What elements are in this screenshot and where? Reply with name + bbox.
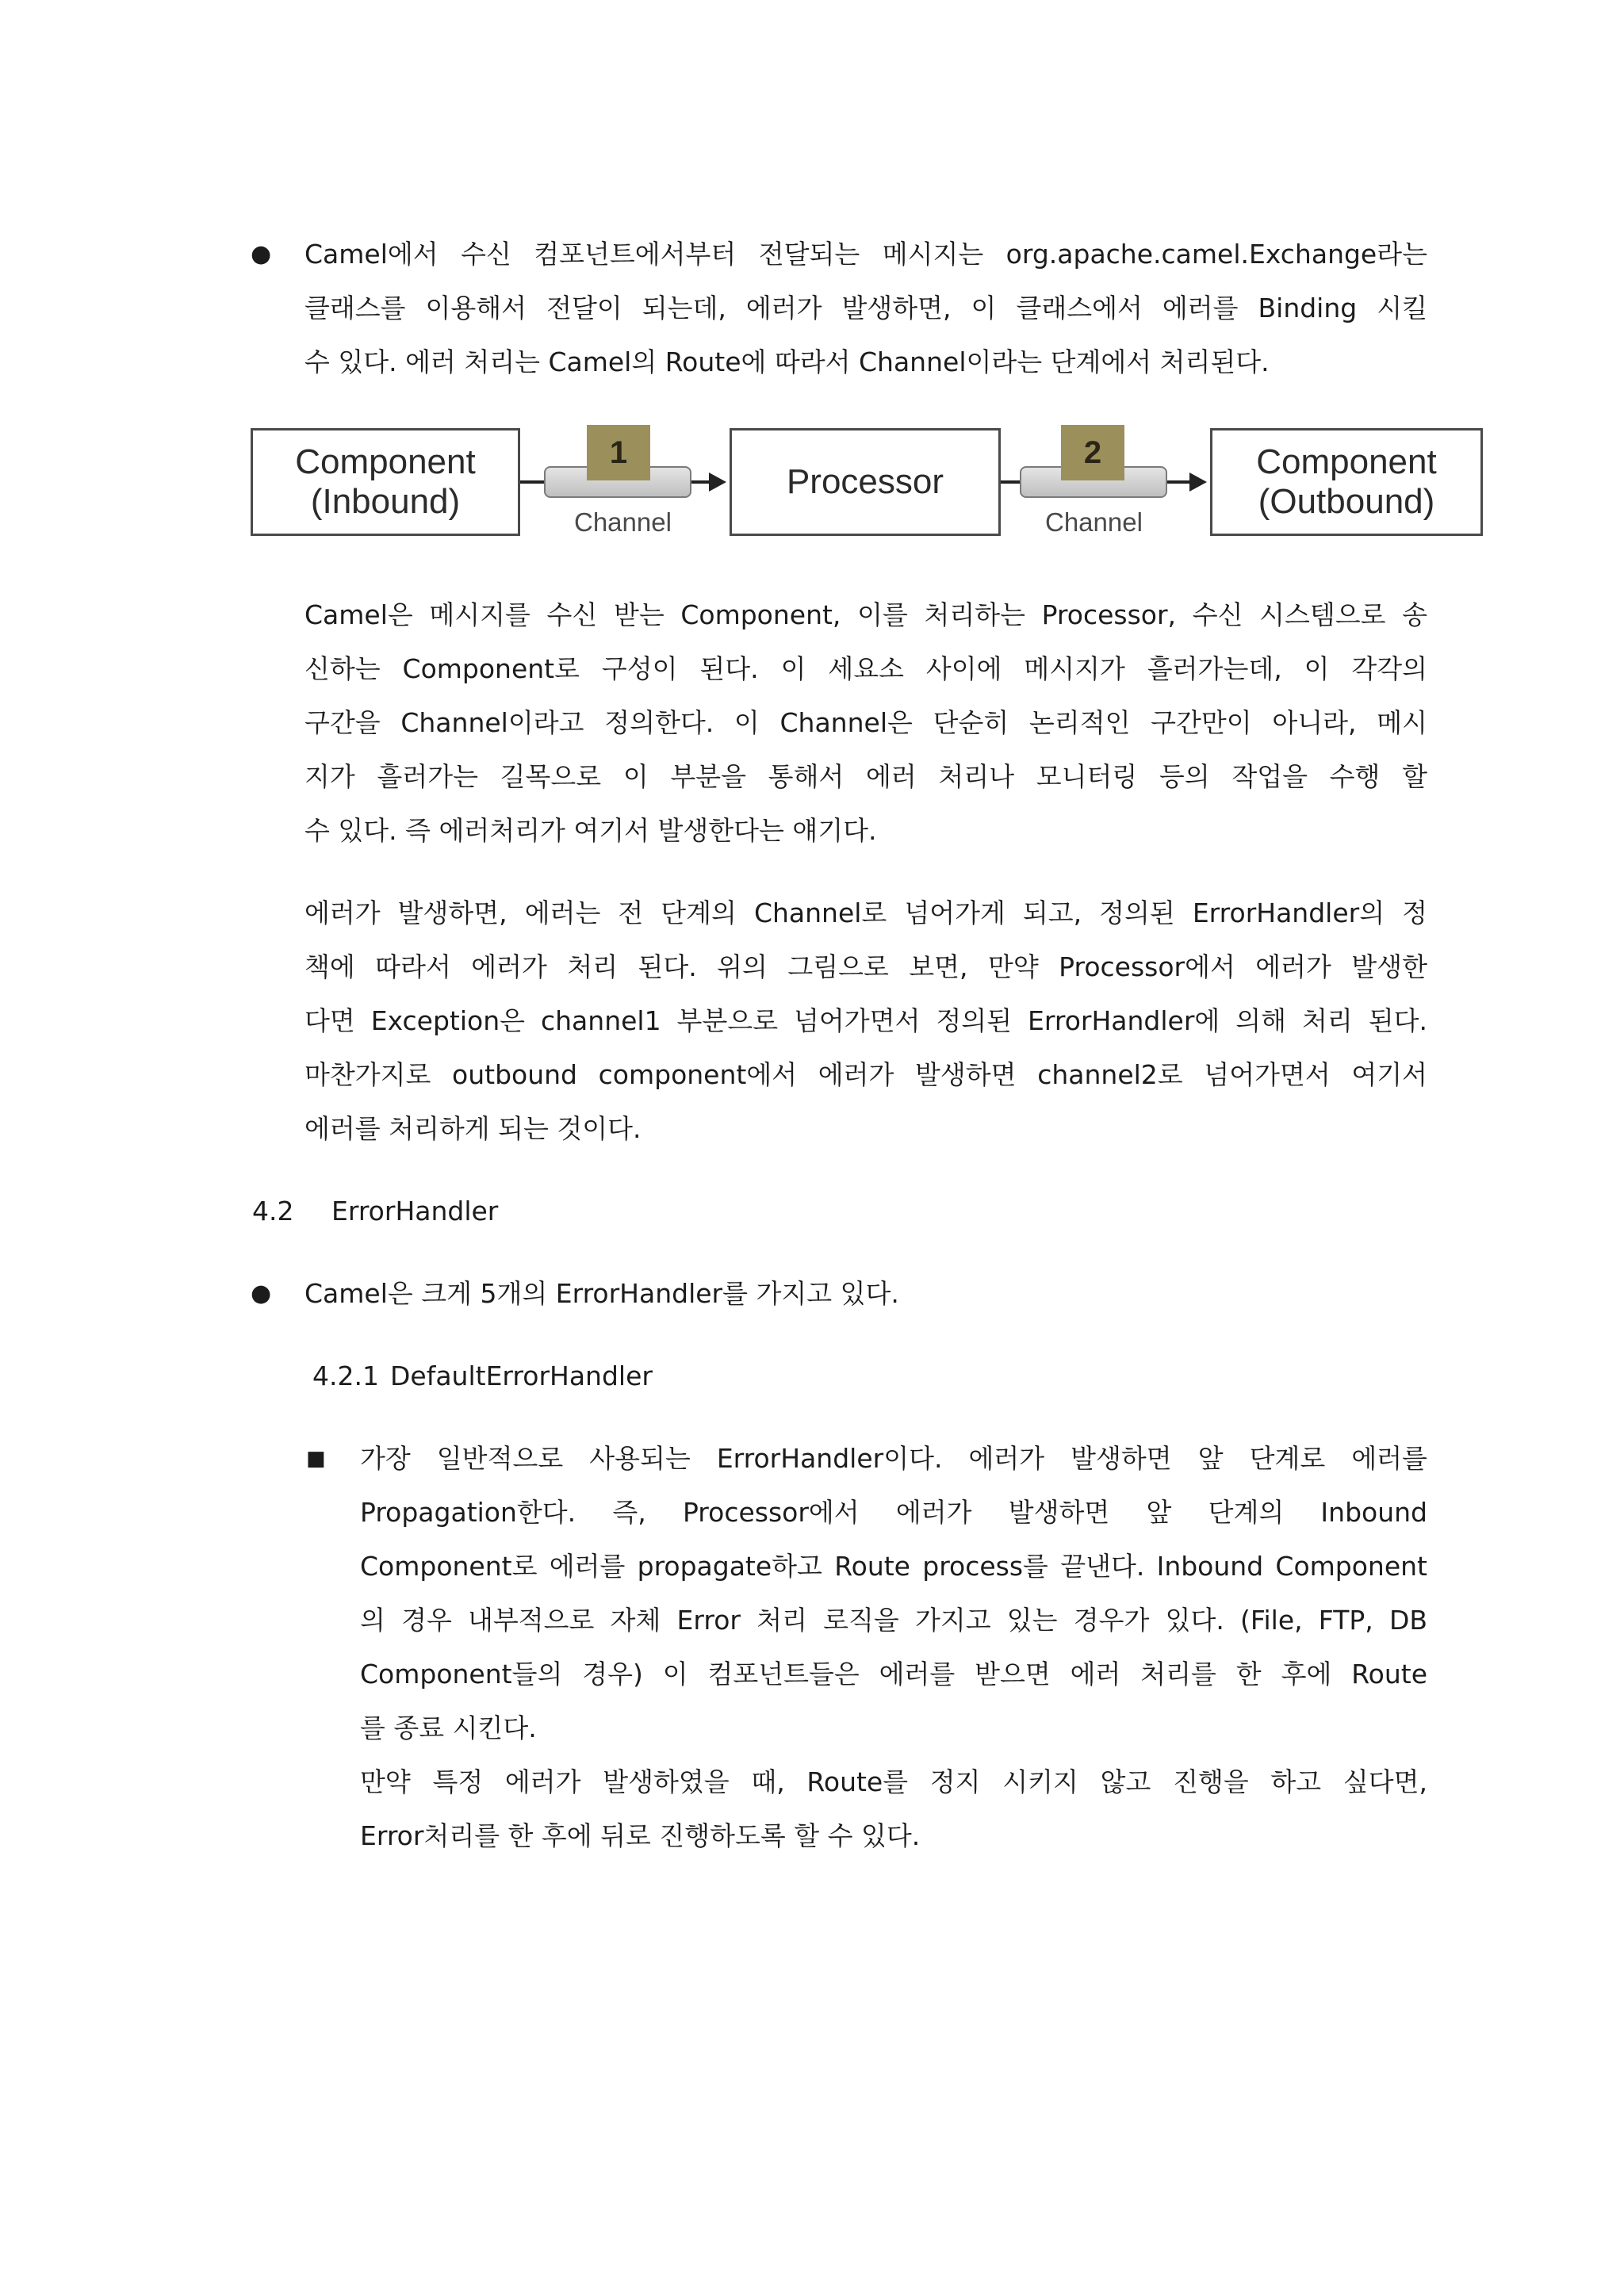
- connector-line: [1167, 480, 1191, 484]
- subsection-title: DefaultErrorHandler: [390, 1360, 653, 1391]
- section-title: ErrorHandler: [331, 1196, 499, 1226]
- item-line-7: 만약 특정 에러가 발생하였을 때, Route를 정지 시키지 않고 진행을 하고 싶다면,: [360, 1766, 1427, 1797]
- para1-line-2: 신하는 Component로 구성이 된다. 이 세요소 사이에 메시지가 흘러가는데, 이 각각의: [304, 653, 1427, 684]
- para2-line-1: 에러가 발생하면, 에러는 전 단계의 Channel로 넘어가게 되고, 정의된 ErrorHandler의 정: [304, 897, 1427, 928]
- connector-line: [1001, 480, 1020, 484]
- item-line-2: Propagation한다. 즉, Processor에서 에러가 발생하면 앞 단계의 Inbound: [360, 1497, 1427, 1528]
- bullet-icon: ●: [251, 240, 272, 268]
- item-line-6: 를 종료 시킨다.: [360, 1712, 537, 1743]
- component-outbound-subtitle: (Outbound): [1258, 482, 1435, 521]
- subsection-number: 4.2.1: [312, 1360, 379, 1391]
- arrow-right-icon: [709, 473, 726, 492]
- para1-line-4: 지가 흘러가는 길목으로 이 부분을 통해서 에러 처리나 모니터링 등의 작업을 수행 할: [304, 761, 1427, 792]
- para2-line-3: 다면 Exception은 channel1 부분으로 넘어가면서 정의된 ErrorHandler에 의해 처리 된다.: [304, 1005, 1427, 1036]
- channel-2-number-badge: 2: [1061, 425, 1124, 480]
- bullet2-text: Camel은 크게 5개의 ErrorHandler를 가지고 있다.: [304, 1278, 899, 1309]
- bullet-icon: ●: [251, 1280, 272, 1307]
- component-outbound-title: Component: [1256, 442, 1437, 481]
- processor-label: Processor: [786, 462, 944, 501]
- para2-line-2: 책에 따라서 에러가 처리 된다. 위의 그림으로 보면, 만약 Processor에서 에러가 발생한: [304, 951, 1427, 982]
- item-line-5: Component들의 경우) 이 컴포넌트들은 에러를 받으면 에러 처리를 한 후에 Route: [360, 1659, 1427, 1689]
- processor-box: [730, 428, 1001, 536]
- intro-line-2: 클래스를 이용해서 전달이 되는데, 에러가 발생하면, 이 클래스에서 에러를 Binding 시킬: [304, 293, 1427, 323]
- connector-line: [691, 480, 710, 484]
- intro-line-1: Camel에서 수신 컴포넌트에서부터 전달되는 메시지는 org.apache.camel.Exchange라는: [304, 239, 1427, 270]
- component-inbound-box: [251, 428, 520, 536]
- channel-2-label: Channel: [1045, 507, 1143, 537]
- para1-line-5: 수 있다. 즉 에러처리가 여기서 발생한다는 얘기다.: [304, 815, 877, 846]
- item-line-8: Error처리를 한 후에 뒤로 진행하도록 할 수 있다.: [360, 1820, 921, 1851]
- para1-line-1: Camel은 메시지를 수신 받는 Component, 이를 처리하는 Processor, 수신 시스템으로 송: [304, 599, 1427, 630]
- intro-line-3: 수 있다. 에러 처리는 Camel의 Route에 따라서 Channel이라는 단계에서 처리된다.: [304, 346, 1270, 377]
- para2-line-5: 에러를 처리하게 되는 것이다.: [304, 1113, 642, 1144]
- component-inbound-title: Component: [295, 442, 476, 481]
- item-line-1: 가장 일반적으로 사용되는 ErrorHandler이다. 에러가 발생하면 앞 단계로 에러를: [360, 1443, 1427, 1474]
- para2-line-4: 마찬가지로 outbound component에서 에러가 발생하면 channel2로 넘어가면서 여기서: [304, 1059, 1427, 1090]
- connector-line: [520, 480, 544, 484]
- channel-1-number-badge: 1: [587, 425, 650, 480]
- section-number: 4.2: [252, 1196, 294, 1226]
- component-outbound-box: [1210, 428, 1483, 536]
- square-bullet-icon: ■: [306, 1447, 326, 1471]
- item-line-4: 의 경우 내부적으로 자체 Error 처리 로직을 가지고 있는 경우가 있다. (File, FTP, DB: [360, 1605, 1427, 1636]
- item-line-3: Component로 에러를 propagate하고 Route process를 끝낸다. Inbound Component: [360, 1551, 1427, 1582]
- para1-line-3: 구간을 Channel이라고 정의한다. 이 Channel은 단순히 논리적인 구간만이 아니라, 메시: [304, 707, 1427, 738]
- channel-1-label: Channel: [574, 507, 672, 537]
- arrow-right-icon: [1189, 473, 1207, 492]
- component-inbound-subtitle: (Inbound): [310, 482, 461, 521]
